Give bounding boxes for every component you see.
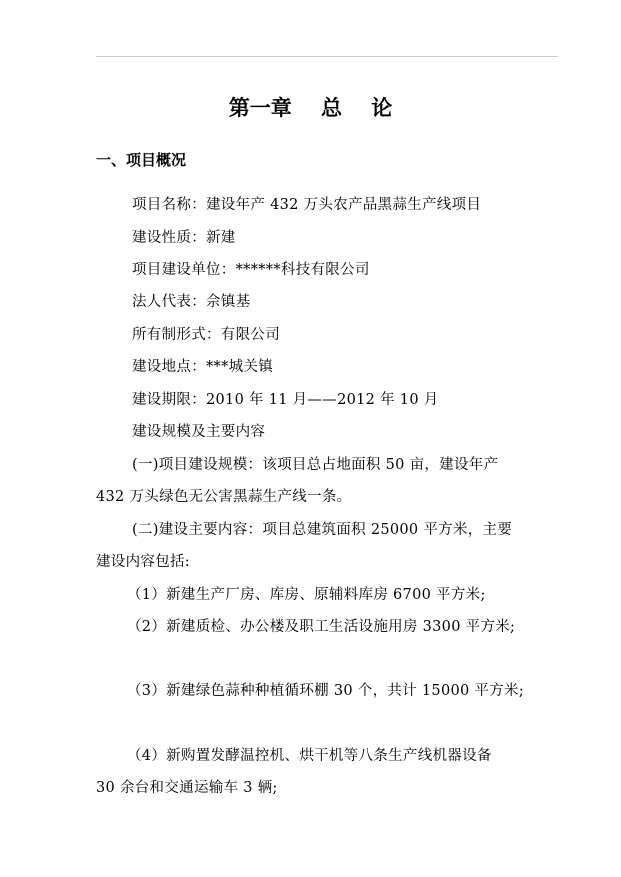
scale-heading: 建设规模及主要内容 xyxy=(132,424,266,440)
scale-paragraph-line: 432 万头绿色无公害黑蒜生产线一条。 xyxy=(96,489,352,505)
list-item: （2）新建质检、办公楼及职工生活设施用房 3300 平方米; xyxy=(127,619,516,635)
construction-nature: 建设性质：新建 xyxy=(132,230,236,246)
legal-representative: 法人代表：佘镇基 xyxy=(132,294,251,310)
ownership-form: 所有制形式：有限公司 xyxy=(132,327,280,343)
list-item: （1）新建生产厂房、库房、原辅料库房 6700 平方米; xyxy=(127,587,486,603)
list-item: （3）新建绿色蒜种种植循环棚 30 个，共计 15000 平方米; xyxy=(127,683,525,699)
construction-location: 建设地点：***城关镇 xyxy=(132,359,274,375)
construction-period: 建设期限：2010 年 11 月——2012 年 10 月 xyxy=(132,392,439,408)
header-rule xyxy=(96,56,558,57)
content-paragraph-line: (二)建设主要内容：项目总建筑面积 25000 平方米，主要 xyxy=(132,522,513,538)
project-name: 项目名称：建设年产 432 万头农产品黑蒜生产线项目 xyxy=(132,197,482,213)
list-item: 30 余台和交通运输车 3 辆; xyxy=(96,780,278,796)
list-item: （4）新购置发酵温控机、烘干机等八条生产线机器设备 xyxy=(127,748,492,764)
construction-unit: 项目建设单位：******科技有限公司 xyxy=(132,262,370,278)
section-heading: 一、项目概况 xyxy=(96,151,187,169)
content-paragraph-line: 建设内容包括: xyxy=(96,554,190,570)
chapter-title: 第一章 总 论 xyxy=(228,95,393,120)
scale-paragraph-line: (一)项目建设规模：该项目总占地面积 50 亩，建设年产 xyxy=(132,457,499,473)
